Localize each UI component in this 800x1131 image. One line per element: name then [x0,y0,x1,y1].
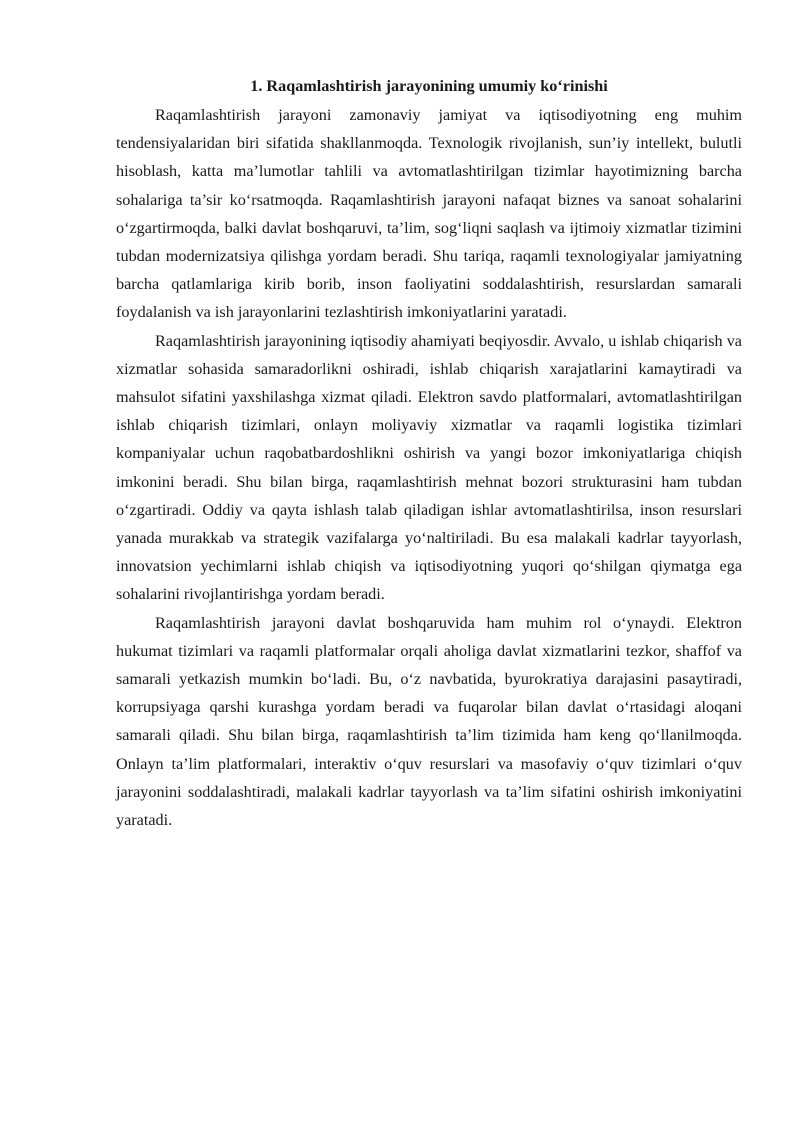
paragraph-2: Raqamlashtirish jarayonining iqtisodiy ahamiyati beqiyosdir. Avvalo, u ishlab chiqarish va xizmatlar sohasida samaradorlikni oshiradi, ishlab chiqarish xarajatlarini kamaytiradi va mahsulot sifatini yaxshilashga xizmat qiladi. Elektron savdo platformalari, avtomatlashtirilgan ishlab chiqarish tizimlari, onlayn moliyaviy xizmatlar va raqamli logistika tizimlari kompaniyalar uchun raqobatbardoshlikni oshirish va yangi bozor imkoniyatlariga chiqish imkonini beradi. Shu bilan birga, raqamlashtirish mehnat bozori strukturasini ham tubdan o‘zgartiradi. Oddiy va qayta ishlash talab qiladigan ishlar avtomatlashtirilsa, inson resurslari yanada murakkab va strategik vazifalarga yo‘naltiriladi. Bu esa malakali kadrlar tayyorlash, innovatsion yechimlarni ishlab chiqish va iqtisodiyotning yuqori qo‘shilgan qiymatga ega sohalarini rivojlantirishga yordam beradi. [116,331,742,604]
document-page [116,74,742,834]
section-heading: 1. Raqamlashtirish jarayonining umumiy ko‘rinishi [250,77,608,95]
paragraph-1: Raqamlashtirish jarayoni zamonaviy jamiyat va iqtisodiyotning eng muhim tendensiyalaridan biri sifatida shakllanmoqda. Texnologik rivojlanish, sun’iy intellekt, bulutli hisoblash, katta ma’lumotlar tahlili va avtomatlashtirilgan tizimlar hayotimizning barcha sohalariga ta’sir ko‘rsatmoqda. Raqamlashtirish jarayoni nafaqat biznes va sanoat sohalarini o‘zgartirmoqda, balki davlat boshqaruvi, ta’lim, sog‘liqni saqlash va ijtimoiy xizmatlar tizimini tubdan modernizatsiya qilishga yordam beradi. Shu tariqa, raqamli texnologiyalar jamiyatning barcha qatlamlariga kirib borib, inson faoliyatini soddalashtirish, resurslardan samarali foydalanish va ish jarayonlarini tezlashtirish imkoniyatlarini yaratadi. [116,106,742,322]
paragraph-3: Raqamlashtirish jarayoni davlat boshqaruvida ham muhim rol o‘ynaydi. Elektron hukumat tizimlari va raqamli platformalar orqali aholiga davlat xizmatlarini tezkor, shaffof va samarali yetkazish mumkin bo‘ladi. Bu, o‘z navbatida, byurokratiya darajasini pasaytiradi, korrupsiyaga qarshi kurashga yordam beradi va fuqarolar bilan davlat o‘rtasidagi aloqani samarali qiladi. Shu bilan birga, raqamlashtirish ta’lim tizimida ham keng qo‘llanilmoqda. Onlayn ta’lim platformalari, interaktiv o‘quv resurslari va masofaviy o‘quv tizimlari o‘quv jarayonini soddalashtiradi, malakali kadrlar tayyorlash va ta’lim sifatini oshirish imkoniyatini yaratadi. [116,613,742,830]
